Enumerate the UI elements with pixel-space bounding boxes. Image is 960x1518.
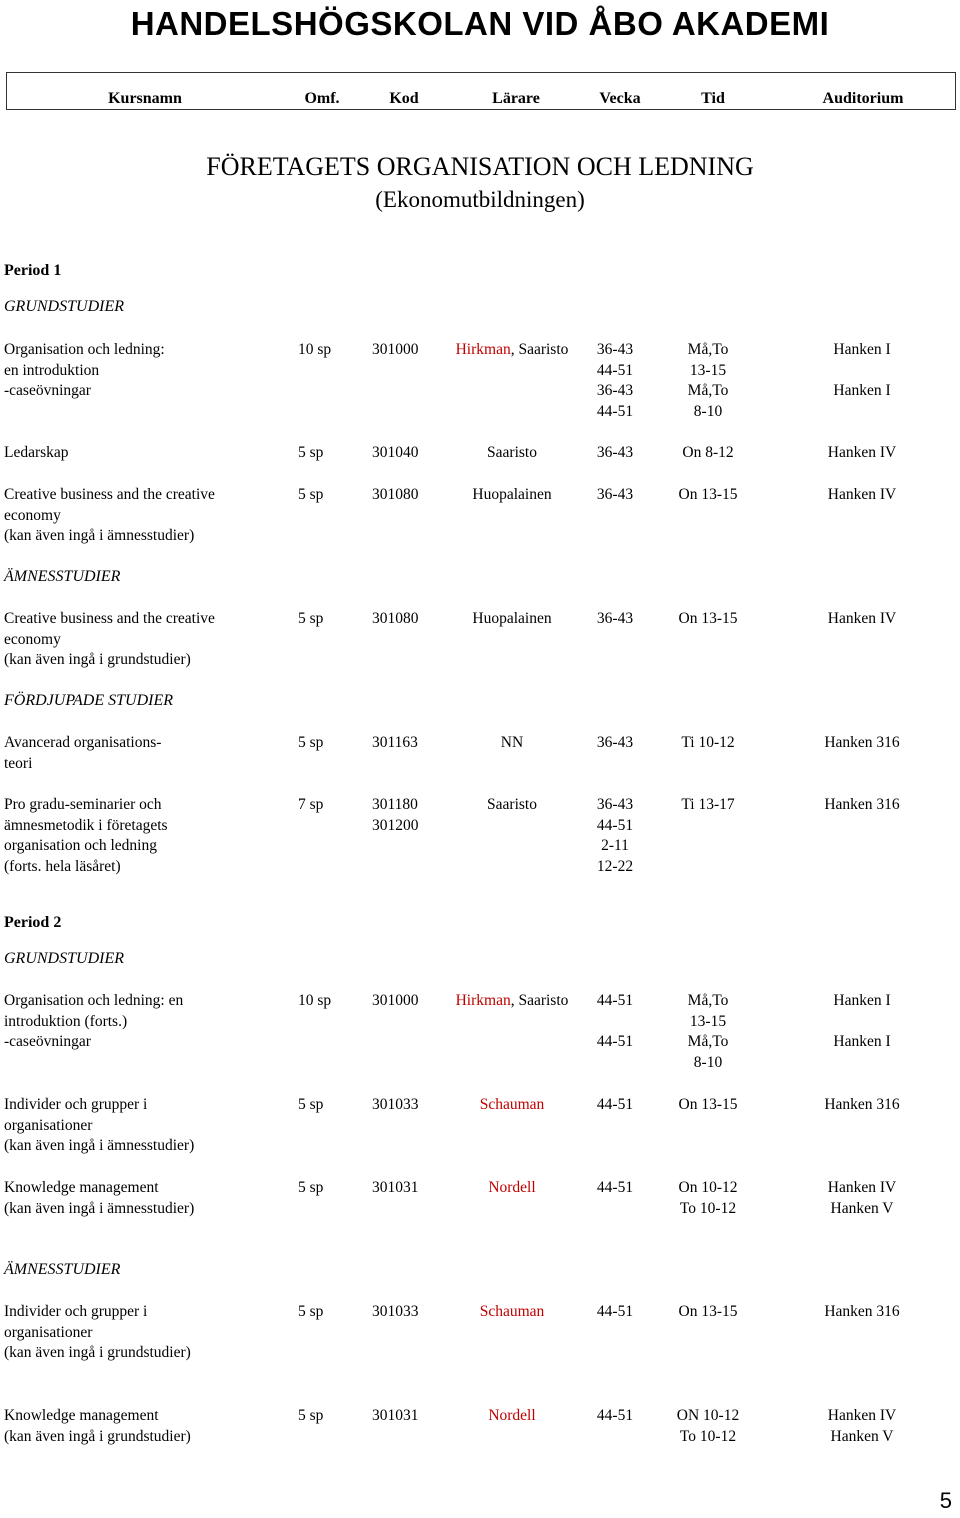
course-code: 301031 bbox=[372, 1179, 419, 1196]
course-auditorium: Hanken IV Hanken V bbox=[827, 1179, 897, 1217]
course-code: 301033 bbox=[372, 1303, 419, 1320]
course-teacher: Huopalainen bbox=[472, 610, 552, 627]
page-title: FÖRETAGETS ORGANISATION OCH LEDNING bbox=[206, 152, 754, 181]
course-teacher: NN bbox=[500, 734, 524, 751]
period-2-label: Period 2 bbox=[4, 914, 62, 931]
course-name: Individer och grupper i organisationer (kan även ingå i grundstudier) bbox=[4, 1303, 191, 1362]
course-name: Creative business and the creative economy (kan även ingå i ämnesstudier) bbox=[4, 486, 215, 545]
course-teacher: Schauman bbox=[479, 1303, 545, 1320]
course-code: 301033 bbox=[372, 1096, 419, 1113]
course-credits: 5 sp bbox=[298, 486, 324, 503]
header-tid: Tid bbox=[701, 90, 725, 107]
course-teacher: Schauman bbox=[479, 1096, 545, 1113]
course-auditorium: Hanken 316 bbox=[824, 1096, 900, 1113]
course-auditorium: Hanken IV bbox=[827, 610, 897, 627]
course-weeks: 44-51 bbox=[596, 1096, 634, 1113]
course-name: Avancerad organisations- teori bbox=[4, 734, 162, 772]
course-code: 301080 bbox=[372, 486, 419, 503]
course-auditorium: Hanken 316 bbox=[824, 1303, 900, 1320]
course-weeks: 44-51 bbox=[596, 1407, 634, 1424]
course-credits: 5 sp bbox=[298, 1303, 324, 1320]
banner-title: HANDELSHÖGSKOLAN VID ÅBO AKADEMI bbox=[130, 5, 830, 42]
course-code: 301163 bbox=[372, 734, 418, 751]
course-name: Individer och grupper i organisationer (kan även ingå i ämnesstudier) bbox=[4, 1096, 195, 1155]
header-kursnamn: Kursnamn bbox=[108, 90, 182, 107]
course-weeks: 36-43 bbox=[596, 610, 634, 627]
course-code: 301031 bbox=[372, 1407, 419, 1424]
teacher-red-name: Hirkman bbox=[455, 992, 511, 1009]
course-credits: 5 sp bbox=[298, 734, 324, 751]
course-time: On 13-15 bbox=[678, 1303, 738, 1320]
course-code: 301000 bbox=[372, 992, 419, 1009]
header-omf: Omf. bbox=[304, 90, 340, 107]
course-name: Ledarskap bbox=[4, 444, 69, 461]
course-time: Ti 10-12 bbox=[681, 734, 735, 751]
course-time: On 13-15 bbox=[678, 610, 738, 627]
course-credits: 5 sp bbox=[298, 444, 324, 461]
course-teacher: Huopalainen bbox=[472, 486, 552, 503]
teacher-red-name: Hirkman bbox=[455, 341, 511, 358]
course-code: 301080 bbox=[372, 610, 419, 627]
course-auditorium: Hanken I Hanken I bbox=[833, 992, 891, 1051]
course-auditorium: Hanken IV bbox=[827, 486, 897, 503]
course-credits: 10 sp bbox=[298, 992, 332, 1009]
course-credits: 5 sp bbox=[298, 1407, 324, 1424]
p2-grundstudier-heading: GRUNDSTUDIER bbox=[4, 950, 124, 967]
course-auditorium: Hanken IV Hanken V bbox=[827, 1407, 897, 1445]
course-weeks: 44-51 bbox=[596, 1179, 634, 1196]
course-time: On 8-12 bbox=[682, 444, 734, 461]
course-code: 301040 bbox=[372, 444, 419, 461]
course-weeks: 36-43 44-51 2-11 12-22 bbox=[596, 796, 634, 876]
course-credits: 7 sp bbox=[298, 796, 324, 813]
course-credits: 10 sp bbox=[298, 341, 332, 358]
course-weeks: 44-51 44-51 bbox=[596, 992, 634, 1051]
course-time: On 13-15 bbox=[678, 486, 738, 503]
column-header-box bbox=[6, 72, 956, 110]
course-teacher: Nordell bbox=[488, 1179, 536, 1196]
course-auditorium: Hanken I Hanken I bbox=[833, 341, 891, 400]
course-auditorium: Hanken IV bbox=[827, 444, 897, 461]
course-time: Må,To 13-15 Må,To 8-10 bbox=[687, 992, 729, 1072]
course-weeks: 36-43 bbox=[596, 486, 634, 503]
course-name: Organisation och ledning: en introduktion (forts.) -caseövningar bbox=[4, 992, 184, 1051]
course-time: On 13-15 bbox=[678, 1096, 738, 1113]
course-teacher: Saaristo bbox=[487, 444, 537, 461]
course-teacher: Nordell bbox=[488, 1407, 536, 1424]
course-credits: 5 sp bbox=[298, 610, 324, 627]
page-subtitle: (Ekonomutbildningen) bbox=[375, 187, 585, 212]
course-weeks: 36-43 44-51 36-43 44-51 bbox=[596, 341, 634, 421]
page-number: 5 bbox=[939, 1488, 952, 1513]
course-name: Knowledge management (kan även ingå i grundstudier) bbox=[4, 1407, 191, 1445]
course-credits: 5 sp bbox=[298, 1179, 324, 1196]
course-time: Ti 13-17 bbox=[681, 796, 735, 813]
course-name: Knowledge management (kan även ingå i ämnesstudier) bbox=[4, 1179, 195, 1217]
course-time: ON 10-12 To 10-12 bbox=[676, 1407, 740, 1445]
course-teacher: Hirkman, Saaristo bbox=[455, 341, 569, 358]
course-name: Pro gradu-seminarier och ämnesmetodik i företagets organisation och ledning (forts. hela läsåret) bbox=[4, 796, 168, 876]
period-1-label: Period 1 bbox=[4, 262, 62, 279]
header-kod: Kod bbox=[389, 90, 419, 107]
course-weeks: 36-43 bbox=[596, 734, 634, 751]
header-auditorium: Auditorium bbox=[822, 90, 904, 107]
p1-amnesstudier-heading: ÄMNESSTUDIER bbox=[4, 568, 121, 585]
course-credits: 5 sp bbox=[298, 1096, 324, 1113]
course-teacher: Saaristo bbox=[487, 796, 537, 813]
p1-fordjupade-heading: FÖRDJUPADE STUDIER bbox=[4, 692, 174, 709]
course-auditorium: Hanken 316 bbox=[824, 734, 900, 751]
p1-grundstudier-heading: GRUNDSTUDIER bbox=[4, 298, 124, 315]
course-time: On 10-12 To 10-12 bbox=[678, 1179, 738, 1217]
course-code: 301000 bbox=[372, 341, 419, 358]
header-vecka: Vecka bbox=[599, 90, 641, 107]
course-auditorium: Hanken 316 bbox=[824, 796, 900, 813]
course-name: Organisation och ledning: en introduktion -caseövningar bbox=[4, 341, 165, 400]
course-code: 301180 301200 bbox=[372, 796, 419, 834]
course-name: Creative business and the creative economy (kan även ingå i grundstudier) bbox=[4, 610, 215, 669]
header-larare: Lärare bbox=[492, 90, 540, 107]
p2-amnesstudier-heading: ÄMNESSTUDIER bbox=[4, 1261, 121, 1278]
course-time: Må,To 13-15 Må,To 8-10 bbox=[687, 341, 729, 421]
course-teacher: Hirkman, Saaristo bbox=[455, 992, 569, 1009]
course-weeks: 44-51 bbox=[596, 1303, 634, 1320]
course-weeks: 36-43 bbox=[596, 444, 634, 461]
